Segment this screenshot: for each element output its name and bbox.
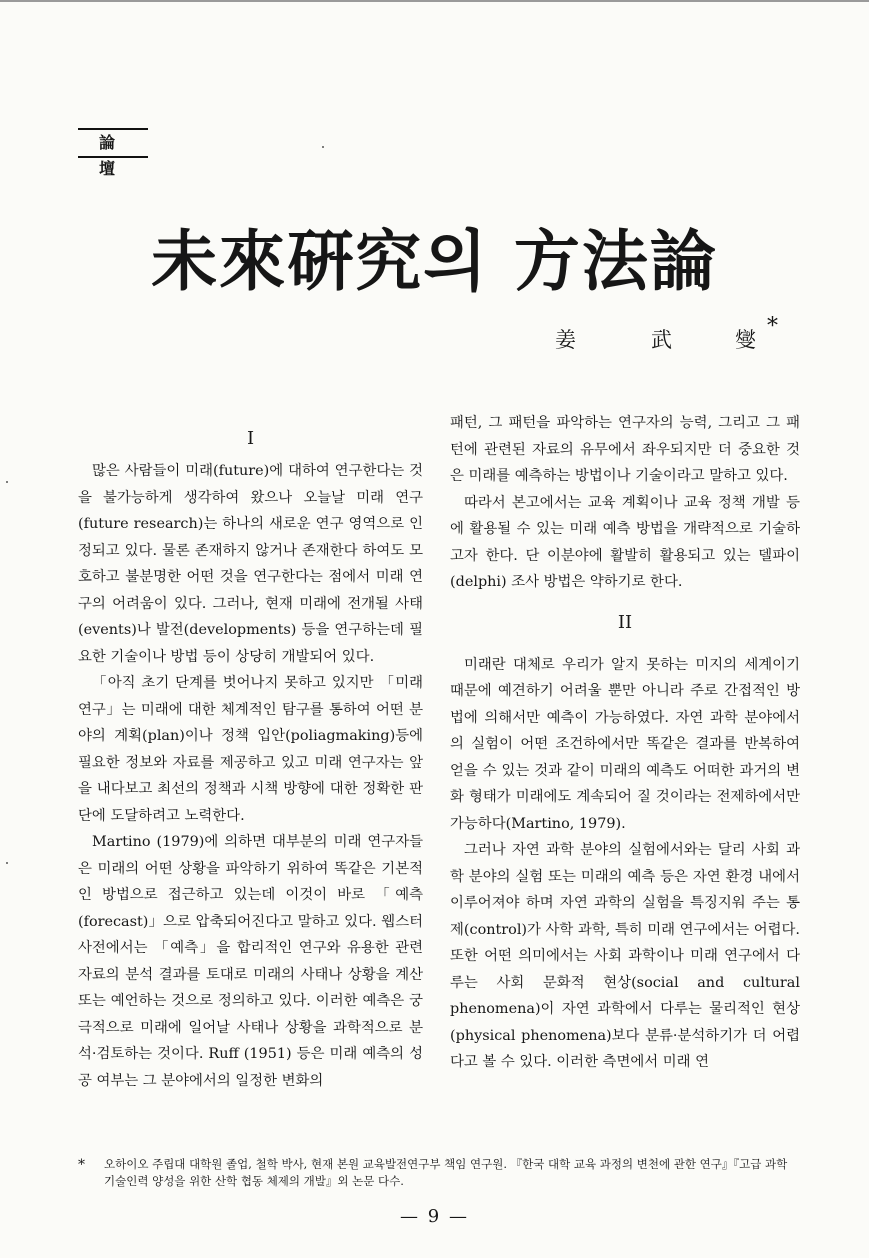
paragraph: 「아직 초기 단계를 벗어나지 못하고 있지만 「미래 연구」는 미래에 대한 체계적인 탐구를 통하여 어떤 분야의 계획(plan)이나 정책 입안(poliagmaking)등에 필요한 정보와 자료를 제공하고 있고 미래 연구자는 앞을 내다보고 최선의 정책과 시책 방향에 대한 정확한 판단에 도달하려고 노력한다. [78,675,423,824]
footnote [78,1156,798,1190]
page-number: — 9 — [400,1206,469,1227]
article-title: 未來硏究의 方法論 [151,222,718,300]
paragraph: 많은 사람들이 미래(future)에 대하여 연구한다는 것을 불가능하게 생각하여 왔으나 오늘날 미래 연구(future research)는 하나의 새로운 연구 영역으로 인정되고 있다. 물론 존재하지 않거나 존재한다 하여도 모호하고 불분명한 어떤 것을 연구한다는 점에서 미래 연구의 어려움이 있다. 그러나, 현재 미래에 전개될 사태(events)나 발전(developments) 등을 연구하는데 필요한 기술이나 방법 등이 상당히 개발되어 있다. [78,463,423,665]
section-label: 論 壇 [78,128,148,158]
footnote-mark: * [78,1157,85,1173]
right-column [450,410,800,1076]
section-heading-2: II [617,611,633,633]
author-byline [555,314,795,354]
author-name-char: 燮 [735,328,756,352]
paragraph: 그러나 자연 과학 분야의 실험에서와는 달리 사회 과학 분야의 실험 또는 미래의 예측 등은 자연 환경 내에서 이루어져야 하며 자연 과학의 실험을 특징지워 주는 통제(control)가 사학 과학, 특히 미래 연구에서는 어렵다. 또한 어떤 의미에서는 사회 과학이나 미래 연구에서 다루는 사회 문화적 현상(social and cultural phenomena)이 자연 과학에서 다루는 물리적인 현상(physical phenomena)보다 분류·분석하기가 더 어렵다고 볼 수 있다. 이러한 측면에서 미래 연 [450,842,800,1070]
author-name-char: 姜 [555,328,576,352]
paragraph: 미래란 대체로 우리가 알지 못하는 미지의 세계이기 때문에 예견하기 어려울 뿐만 아니라 주로 간접적인 방법에 의해서만 예측이 가능하였다. 자연 과학 분야에서의 실험이 어떤 조건하에서만 똑같은 결과를 반복하여 얻을 수 있는 것과 같이 미래의 예측도 어떠한 과거의 변화 형태가 미래에도 계속되어 질 것이라는 전제하에서만 가능하다(Martino, 1979). [450,656,800,832]
scan-speck [6,862,8,864]
author-name-char: 武 [651,328,672,352]
scan-speck [322,146,324,148]
paragraph: Martino (1979)에 의하면 대부분의 미래 연구자들은 미래의 어떤 상황을 파악하기 위하여 똑같은 기본적인 방법으로 접근하고 있는데 이것이 바로 「예측(forecast)」으로 압축되어진다고 말하고 있다. 웹스터 사전에서는 「예측」을 합리적인 연구와 유용한 관련 자료의 분석 결과를 토대로 미래의 사태나 상황을 계산 또는 예언하는 것으로 정의하고 있다. 이러한 예측은 궁극적으로 미래에 일어날 사태나 상황을 과학적으로 분석·검토하는 것이다. Ruff (1951) 등은 미래 예측의 성공 여부는 그 분야에서의 일정한 변화의 [78,834,423,1089]
paragraph: 패턴, 그 패턴을 파악하는 연구자의 능력, 그리고 그 패턴에 관련된 자료의 유무에서 좌우되지만 더 중요한 것은 미래를 예측하는 방법이나 기술이라고 말하고 있다. [450,415,800,484]
left-column [78,420,423,1094]
section-heading-1: I [246,428,255,449]
footnote-text: 오하이오 주립대 대학원 졸업, 철학 박사, 현재 본원 교육발전연구부 책임 연구원. 『한국 대학 교육 과정의 변천에 관한 연구』『고급 과학 기술인력 양성을 위한 산학 협동 체제의 개발』외 논문 다수. [104,1157,788,1188]
scan-speck [6,481,8,483]
footnote-mark: * [767,314,778,339]
paragraph: 따라서 본고에서는 교육 계획이나 교육 정책 개발 등에 활용될 수 있는 미래 예측 방법을 개략적으로 기술하고자 한다. 단 이분야에 활발히 활용되고 있는 델파이(delphi) 조사 방법은 약하기로 한다. [450,494,800,590]
top-border [0,0,869,2]
